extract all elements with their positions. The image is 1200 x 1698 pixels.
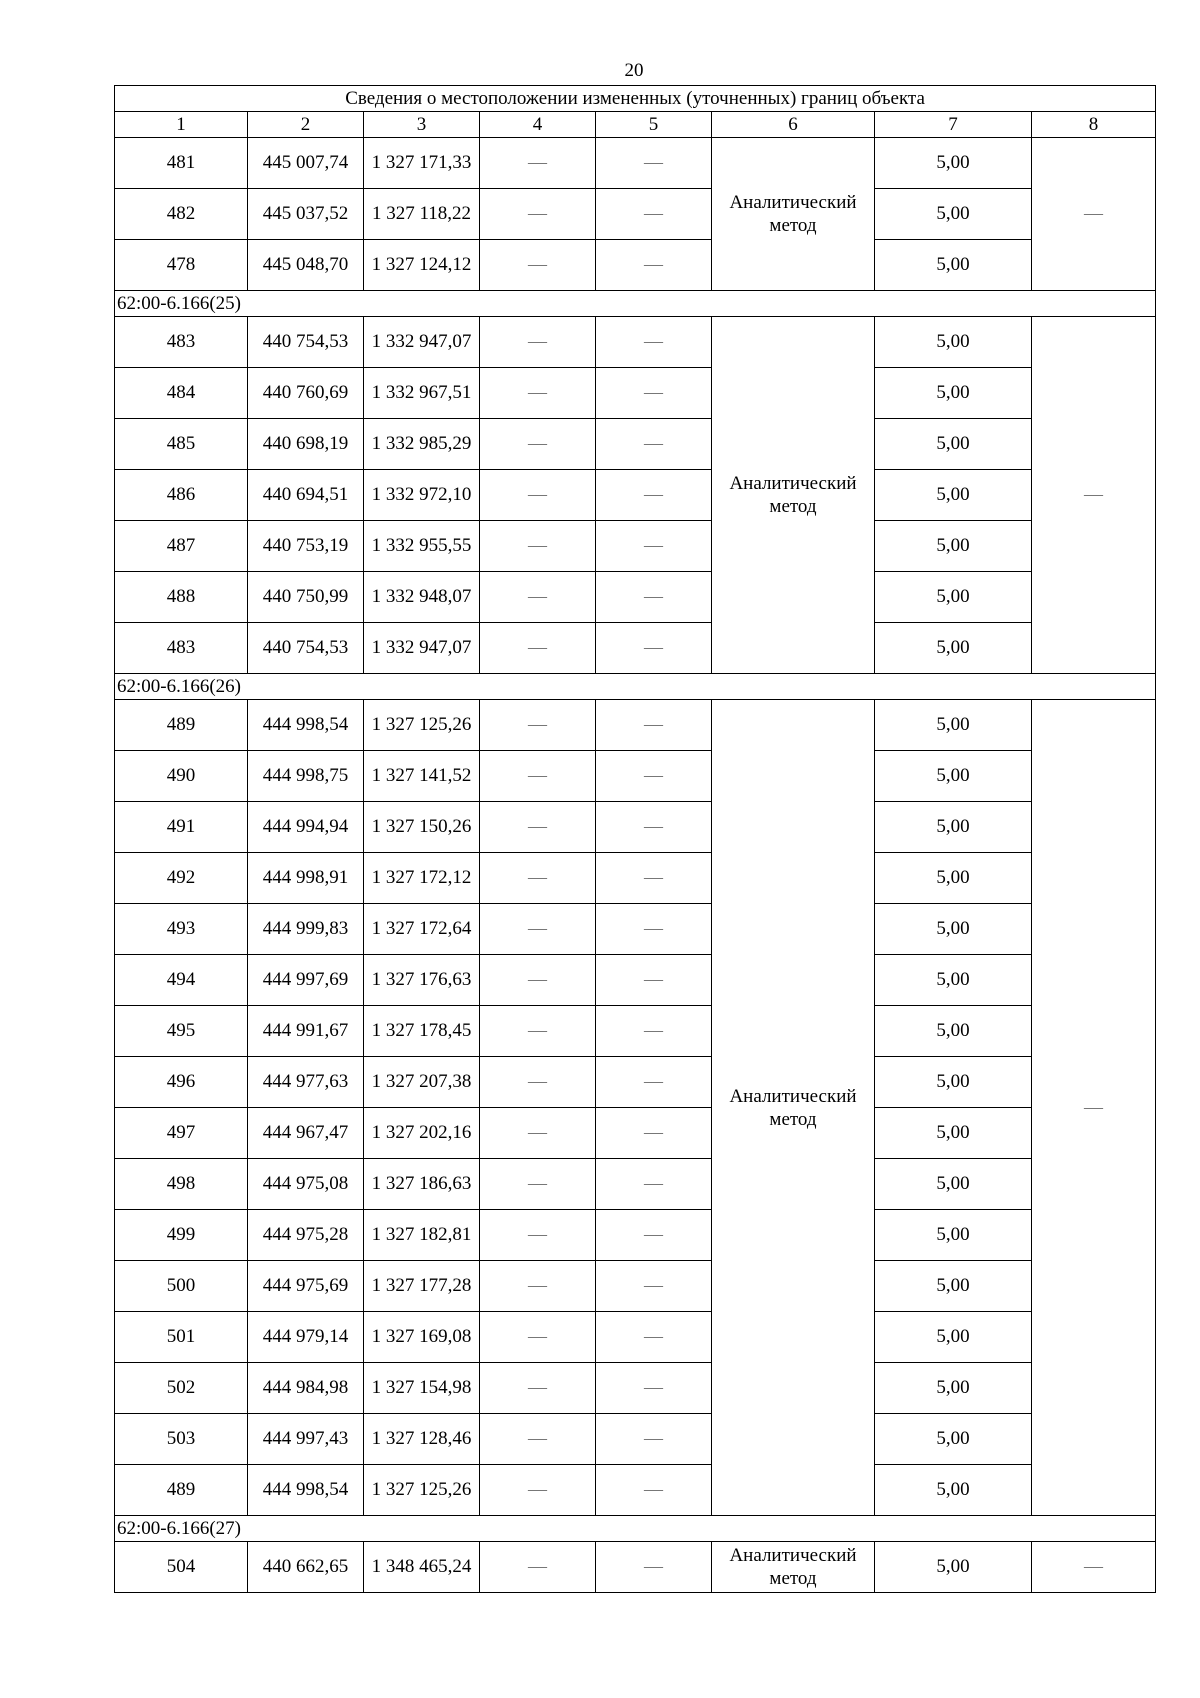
accuracy-cell: 5,00	[875, 1542, 1032, 1593]
table-body	[115, 86, 1156, 1593]
point-number-cell: 497	[115, 1108, 248, 1159]
table-row	[115, 1414, 1156, 1465]
column-4-dash-cell: —	[480, 1363, 596, 1414]
section-row	[115, 674, 1156, 700]
point-number-cell: 483	[115, 317, 248, 368]
column-4-dash-cell: —	[480, 572, 596, 623]
x-coordinate-cell: 440 694,51	[248, 470, 364, 521]
section-row	[115, 1516, 1156, 1542]
column-4-dash-cell: —	[480, 317, 596, 368]
column-4-dash-cell: —	[480, 904, 596, 955]
method-cell: Аналитический метод	[712, 1542, 875, 1593]
x-coordinate-cell: 444 998,91	[248, 853, 364, 904]
accuracy-cell: 5,00	[875, 904, 1032, 955]
column-4-dash-cell: —	[480, 1414, 596, 1465]
x-coordinate-cell: 440 753,19	[248, 521, 364, 572]
column-number-row	[115, 112, 1156, 138]
table-row	[115, 189, 1156, 240]
table-row	[115, 853, 1156, 904]
y-coordinate-cell: 1 327 202,16	[364, 1108, 480, 1159]
x-coordinate-cell: 444 975,69	[248, 1261, 364, 1312]
column-number-3: 3	[364, 112, 480, 138]
table-row	[115, 1363, 1156, 1414]
column-5-dash-cell: —	[596, 1210, 712, 1261]
method-cell: Аналитический метод	[712, 317, 875, 674]
y-coordinate-cell: 1 327 177,28	[364, 1261, 480, 1312]
column-5-dash-cell: —	[596, 1414, 712, 1465]
table-row	[115, 700, 1156, 751]
x-coordinate-cell: 444 999,83	[248, 904, 364, 955]
point-number-cell: 486	[115, 470, 248, 521]
y-coordinate-cell: 1 348 465,24	[364, 1542, 480, 1593]
accuracy-cell: 5,00	[875, 623, 1032, 674]
column-4-dash-cell: —	[480, 623, 596, 674]
column-4-dash-cell: —	[480, 1542, 596, 1593]
table-row	[115, 751, 1156, 802]
column-5-dash-cell: —	[596, 1312, 712, 1363]
section-row	[115, 291, 1156, 317]
x-coordinate-cell: 444 979,14	[248, 1312, 364, 1363]
table-row	[115, 1006, 1156, 1057]
point-number-cell: 489	[115, 1465, 248, 1516]
y-coordinate-cell: 1 327 169,08	[364, 1312, 480, 1363]
column-5-dash-cell: —	[596, 368, 712, 419]
column-4-dash-cell: —	[480, 368, 596, 419]
x-coordinate-cell: 444 967,47	[248, 1108, 364, 1159]
accuracy-cell: 5,00	[875, 521, 1032, 572]
column-5-dash-cell: —	[596, 419, 712, 470]
accuracy-cell: 5,00	[875, 138, 1032, 189]
x-coordinate-cell: 444 998,54	[248, 1465, 364, 1516]
y-coordinate-cell: 1 332 948,07	[364, 572, 480, 623]
table-row	[115, 802, 1156, 853]
x-coordinate-cell: 444 994,94	[248, 802, 364, 853]
y-coordinate-cell: 1 327 186,63	[364, 1159, 480, 1210]
column-5-dash-cell: —	[596, 751, 712, 802]
x-coordinate-cell: 440 754,53	[248, 623, 364, 674]
column-4-dash-cell: —	[480, 240, 596, 291]
column-number-7: 7	[875, 112, 1032, 138]
table-row	[115, 1312, 1156, 1363]
x-coordinate-cell: 440 662,65	[248, 1542, 364, 1593]
column-5-dash-cell: —	[596, 189, 712, 240]
column-4-dash-cell: —	[480, 1312, 596, 1363]
x-coordinate-cell: 444 998,54	[248, 700, 364, 751]
accuracy-cell: 5,00	[875, 1006, 1032, 1057]
accuracy-cell: 5,00	[875, 368, 1032, 419]
point-number-cell: 483	[115, 623, 248, 674]
y-coordinate-cell: 1 327 172,64	[364, 904, 480, 955]
table-row	[115, 521, 1156, 572]
x-coordinate-cell: 444 997,69	[248, 955, 364, 1006]
y-coordinate-cell: 1 327 118,22	[364, 189, 480, 240]
x-coordinate-cell: 444 998,75	[248, 751, 364, 802]
accuracy-cell: 5,00	[875, 189, 1032, 240]
point-number-cell: 492	[115, 853, 248, 904]
column-number-5: 5	[596, 112, 712, 138]
table-title: Сведения о местоположении измененных (уточненных) границ объекта	[115, 86, 1156, 112]
table-row	[115, 138, 1156, 189]
accuracy-cell: 5,00	[875, 470, 1032, 521]
point-number-cell: 500	[115, 1261, 248, 1312]
accuracy-cell: 5,00	[875, 700, 1032, 751]
table-row	[115, 1210, 1156, 1261]
column-number-2: 2	[248, 112, 364, 138]
point-number-cell: 493	[115, 904, 248, 955]
y-coordinate-cell: 1 332 972,10	[364, 470, 480, 521]
x-coordinate-cell: 444 984,98	[248, 1363, 364, 1414]
y-coordinate-cell: 1 332 955,55	[364, 521, 480, 572]
accuracy-cell: 5,00	[875, 240, 1032, 291]
y-coordinate-cell: 1 332 967,51	[364, 368, 480, 419]
x-coordinate-cell: 440 754,53	[248, 317, 364, 368]
column-4-dash-cell: —	[480, 853, 596, 904]
y-coordinate-cell: 1 327 125,26	[364, 700, 480, 751]
point-number-cell: 498	[115, 1159, 248, 1210]
section-label: 62:00-6.166(26)	[115, 674, 1156, 700]
point-number-cell: 502	[115, 1363, 248, 1414]
column-5-dash-cell: —	[596, 1363, 712, 1414]
table-row	[115, 1159, 1156, 1210]
y-coordinate-cell: 1 332 947,07	[364, 623, 480, 674]
y-coordinate-cell: 1 327 172,12	[364, 853, 480, 904]
section-label: 62:00-6.166(27)	[115, 1516, 1156, 1542]
y-coordinate-cell: 1 327 154,98	[364, 1363, 480, 1414]
column-4-dash-cell: —	[480, 1057, 596, 1108]
accuracy-cell: 5,00	[875, 1465, 1032, 1516]
point-number-cell: 489	[115, 700, 248, 751]
column-4-dash-cell: —	[480, 802, 596, 853]
point-number-cell: 487	[115, 521, 248, 572]
column-4-dash-cell: —	[480, 1108, 596, 1159]
x-coordinate-cell: 440 760,69	[248, 368, 364, 419]
column-5-dash-cell: —	[596, 470, 712, 521]
table-row	[115, 470, 1156, 521]
column-5-dash-cell: —	[596, 521, 712, 572]
accuracy-cell: 5,00	[875, 317, 1032, 368]
section-label: 62:00-6.166(25)	[115, 291, 1156, 317]
point-number-cell: 495	[115, 1006, 248, 1057]
boundary-table	[114, 85, 1156, 1593]
x-coordinate-cell: 444 975,28	[248, 1210, 364, 1261]
x-coordinate-cell: 445 037,52	[248, 189, 364, 240]
column-5-dash-cell: —	[596, 1108, 712, 1159]
point-number-cell: 504	[115, 1542, 248, 1593]
table-row	[115, 623, 1156, 674]
accuracy-cell: 5,00	[875, 1210, 1032, 1261]
y-coordinate-cell: 1 327 150,26	[364, 802, 480, 853]
accuracy-cell: 5,00	[875, 955, 1032, 1006]
column-4-dash-cell: —	[480, 419, 596, 470]
accuracy-cell: 5,00	[875, 1057, 1032, 1108]
y-coordinate-cell: 1 327 141,52	[364, 751, 480, 802]
column-5-dash-cell: —	[596, 853, 712, 904]
column-5-dash-cell: —	[596, 138, 712, 189]
x-coordinate-cell: 444 991,67	[248, 1006, 364, 1057]
column-5-dash-cell: —	[596, 240, 712, 291]
y-coordinate-cell: 1 332 947,07	[364, 317, 480, 368]
accuracy-cell: 5,00	[875, 572, 1032, 623]
accuracy-cell: 5,00	[875, 1363, 1032, 1414]
y-coordinate-cell: 1 327 171,33	[364, 138, 480, 189]
accuracy-cell: 5,00	[875, 802, 1032, 853]
column-number-8: 8	[1032, 112, 1156, 138]
accuracy-cell: 5,00	[875, 1414, 1032, 1465]
column-number-1: 1	[115, 112, 248, 138]
method-cell: Аналитический метод	[712, 138, 875, 291]
x-coordinate-cell: 445 007,74	[248, 138, 364, 189]
table-row	[115, 572, 1156, 623]
table-row	[115, 1542, 1156, 1593]
table-row	[115, 1108, 1156, 1159]
point-number-cell: 478	[115, 240, 248, 291]
table-row	[115, 317, 1156, 368]
x-coordinate-cell: 444 997,43	[248, 1414, 364, 1465]
x-coordinate-cell: 440 698,19	[248, 419, 364, 470]
y-coordinate-cell: 1 327 128,46	[364, 1414, 480, 1465]
y-coordinate-cell: 1 327 176,63	[364, 955, 480, 1006]
point-number-cell: 482	[115, 189, 248, 240]
point-number-cell: 503	[115, 1414, 248, 1465]
column-5-dash-cell: —	[596, 1261, 712, 1312]
x-coordinate-cell: 445 048,70	[248, 240, 364, 291]
column-4-dash-cell: —	[480, 751, 596, 802]
table-row	[115, 955, 1156, 1006]
column-5-dash-cell: —	[596, 955, 712, 1006]
column-5-dash-cell: —	[596, 1159, 712, 1210]
table-row	[115, 904, 1156, 955]
table-row	[115, 240, 1156, 291]
y-coordinate-cell: 1 327 182,81	[364, 1210, 480, 1261]
column-4-dash-cell: —	[480, 1006, 596, 1057]
point-number-cell: 484	[115, 368, 248, 419]
point-number-cell: 501	[115, 1312, 248, 1363]
table-title-row	[115, 86, 1156, 112]
column-5-dash-cell: —	[596, 623, 712, 674]
column-5-dash-cell: —	[596, 572, 712, 623]
point-number-cell: 494	[115, 955, 248, 1006]
table-row	[115, 1465, 1156, 1516]
column-4-dash-cell: —	[480, 1159, 596, 1210]
accuracy-cell: 5,00	[875, 1159, 1032, 1210]
y-coordinate-cell: 1 327 178,45	[364, 1006, 480, 1057]
point-number-cell: 490	[115, 751, 248, 802]
column-4-dash-cell: —	[480, 1261, 596, 1312]
column-number-6: 6	[712, 112, 875, 138]
column-5-dash-cell: —	[596, 1006, 712, 1057]
table-row	[115, 368, 1156, 419]
column-4-dash-cell: —	[480, 521, 596, 572]
page-number: 20	[624, 60, 644, 81]
point-number-cell: 485	[115, 419, 248, 470]
column-4-dash-cell: —	[480, 700, 596, 751]
column-5-dash-cell: —	[596, 802, 712, 853]
point-number-cell: 496	[115, 1057, 248, 1108]
column-4-dash-cell: —	[480, 1210, 596, 1261]
column-4-dash-cell: —	[480, 138, 596, 189]
column-4-dash-cell: —	[480, 189, 596, 240]
table-row	[115, 419, 1156, 470]
point-number-cell: 488	[115, 572, 248, 623]
y-coordinate-cell: 1 332 985,29	[364, 419, 480, 470]
y-coordinate-cell: 1 327 124,12	[364, 240, 480, 291]
column-8-dash-cell: —	[1032, 317, 1156, 674]
column-5-dash-cell: —	[596, 317, 712, 368]
accuracy-cell: 5,00	[875, 1108, 1032, 1159]
table-row	[115, 1261, 1156, 1312]
accuracy-cell: 5,00	[875, 1261, 1032, 1312]
column-5-dash-cell: —	[596, 1057, 712, 1108]
method-cell: Аналитический метод	[712, 700, 875, 1516]
table-row	[115, 1057, 1156, 1108]
y-coordinate-cell: 1 327 125,26	[364, 1465, 480, 1516]
accuracy-cell: 5,00	[875, 419, 1032, 470]
column-5-dash-cell: —	[596, 1465, 712, 1516]
column-4-dash-cell: —	[480, 470, 596, 521]
column-number-4: 4	[480, 112, 596, 138]
column-8-dash-cell: —	[1032, 138, 1156, 291]
column-5-dash-cell: —	[596, 700, 712, 751]
column-4-dash-cell: —	[480, 955, 596, 1006]
accuracy-cell: 5,00	[875, 751, 1032, 802]
point-number-cell: 491	[115, 802, 248, 853]
x-coordinate-cell: 444 975,08	[248, 1159, 364, 1210]
column-8-dash-cell: —	[1032, 1542, 1156, 1593]
accuracy-cell: 5,00	[875, 1312, 1032, 1363]
point-number-cell: 499	[115, 1210, 248, 1261]
point-number-cell: 481	[115, 138, 248, 189]
x-coordinate-cell: 440 750,99	[248, 572, 364, 623]
column-5-dash-cell: —	[596, 1542, 712, 1593]
y-coordinate-cell: 1 327 207,38	[364, 1057, 480, 1108]
column-4-dash-cell: —	[480, 1465, 596, 1516]
accuracy-cell: 5,00	[875, 853, 1032, 904]
column-5-dash-cell: —	[596, 904, 712, 955]
column-8-dash-cell: —	[1032, 700, 1156, 1516]
x-coordinate-cell: 444 977,63	[248, 1057, 364, 1108]
